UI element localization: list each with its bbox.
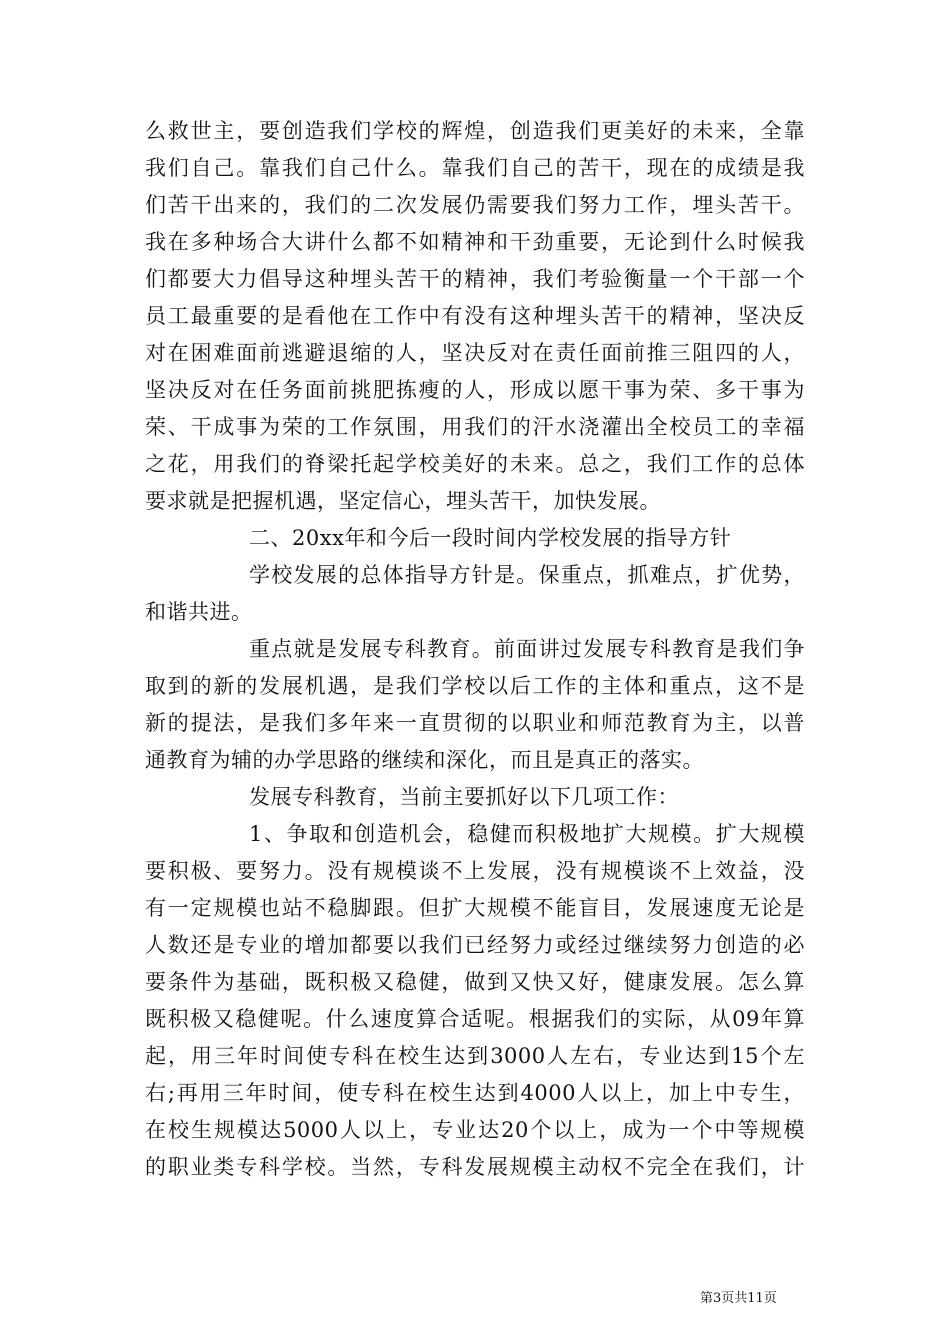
section-heading: 二、20xx年和今后一段时间内学校发展的指导方针	[249, 526, 732, 550]
text-line: 要积极、要努力。没有规模谈不上发展，没有规模谈不上效益，没	[145, 859, 805, 883]
text-line: 发展专科教育，当前主要抓好以下几项工作：	[249, 785, 679, 809]
text-line: 要条件为基础，既积极又稳健，做到又快又好，健康发展。怎么算	[145, 970, 805, 994]
text-line: 员工最重要的是看他在工作中有没有这种埋头苦干的精神，坚决反	[145, 304, 805, 328]
text-line: 右;再用三年时间，使专科在校生达到4000人以上，加上中专生，	[145, 1081, 805, 1105]
text-line: 之花，用我们的脊梁托起学校美好的未来。总之，我们工作的总体	[145, 452, 805, 476]
text-line: 我在多种场合大讲什么都不如精神和干劲重要，无论到什么时候我	[145, 230, 805, 254]
text-line: 重点就是发展专科教育。前面讲过发展专科教育是我们争	[249, 637, 805, 661]
text-line: 起，用三年时间使专科在校生达到3000人左右，专业达到15个左	[145, 1044, 805, 1068]
text-line: 们苦干出来的，我们的二次发展仍需要我们努力工作，埋头苦干。	[145, 193, 805, 217]
text-line: 的职业类专科学校。当然，专科发展规模主动权不完全在我们，计	[145, 1155, 805, 1179]
text-line: 通教育为辅的办学思路的继续和深化，而且是真正的落实。	[145, 748, 704, 772]
text-line: 坚决反对在任务面前挑肥拣瘦的人，形成以愿干事为荣、多干事为	[145, 378, 805, 402]
text-line: 有一定规模也站不稳脚跟。但扩大规模不能盲目，发展速度无论是	[145, 896, 805, 920]
text-line: 在校生规模达5000人以上，专业达20个以上，成为一个中等规模	[145, 1118, 805, 1142]
text-line: 1、争取和创造机会，稳健而积极地扩大规模。扩大规模	[249, 822, 805, 846]
text-line: 新的提法，是我们多年来一直贯彻的以职业和师范教育为主，以普	[145, 711, 805, 735]
text-line: 学校发展的总体指导方针是。保重点，抓难点，扩优势，	[249, 563, 805, 587]
text-line: 对在困难面前逃避退缩的人，坚决反对在责任面前推三阻四的人，	[145, 341, 805, 365]
text-line: 人数还是专业的增加都要以我们已经努力或经过继续努力创造的必	[145, 933, 805, 957]
text-line: 既积极又稳健呢。什么速度算合适呢。根据我们的实际，从09年算	[145, 1007, 805, 1031]
text-line: 要求就是把握机遇，坚定信心，埋头苦干，加快发展。	[145, 489, 661, 513]
text-line: 我们自己。靠我们自己什么。靠我们自己的苦干，现在的成绩是我	[145, 156, 805, 180]
page-number: 第3页共11页	[700, 1291, 777, 1306]
text-line: 们都要大力倡导这种埋头苦干的精神，我们考验衡量一个干部一个	[145, 267, 805, 291]
text-line: 么救世主，要创造我们学校的辉煌，创造我们更美好的未来，全靠	[145, 119, 805, 143]
text-line: 和谐共进。	[145, 600, 253, 624]
text-line: 取到的新的发展机遇，是我们学校以后工作的主体和重点，这不是	[145, 674, 805, 698]
body-text	[145, 113, 805, 1186]
text-line: 荣、干成事为荣的工作氛围，用我们的汗水浇灌出全校员工的幸福	[145, 415, 805, 439]
